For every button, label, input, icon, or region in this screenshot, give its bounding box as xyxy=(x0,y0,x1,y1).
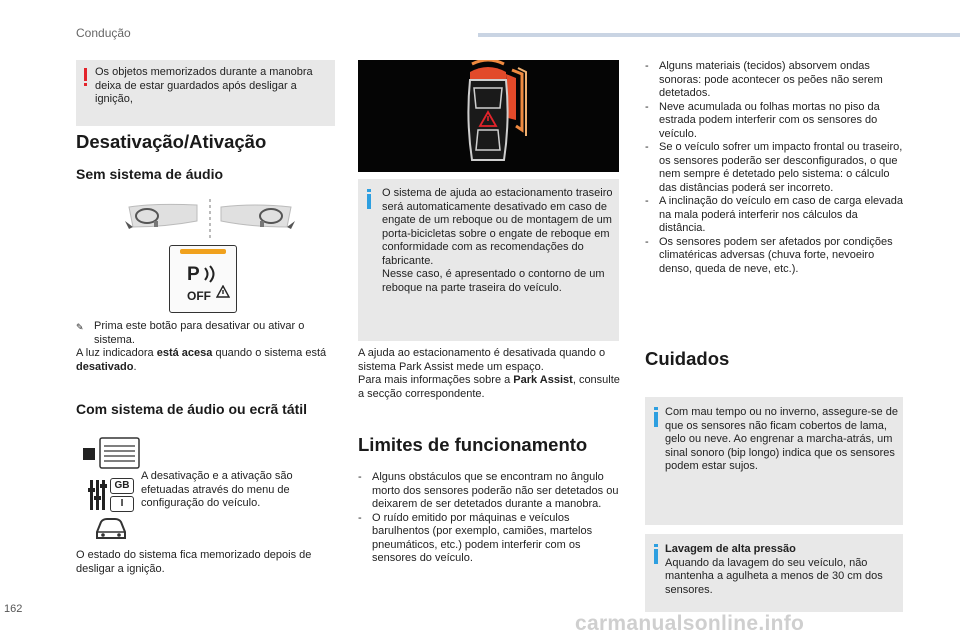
car-interior-illustration xyxy=(125,197,295,241)
info-box-towbar xyxy=(358,179,619,341)
step-instruction xyxy=(76,320,338,347)
indicator-led xyxy=(180,249,226,254)
section-title-limits: Limites de funcionamento xyxy=(358,434,588,455)
limits-list-right xyxy=(645,60,903,276)
parking-p-icon: P xyxy=(187,264,200,285)
section-title-care: Cuidados xyxy=(645,348,730,369)
touchscreen-icon xyxy=(82,437,140,469)
section-title-deactivation: Desativação/Ativação xyxy=(76,131,267,152)
limits-list-middle xyxy=(358,471,622,566)
park-sensor-off-button[interactable] xyxy=(169,245,237,313)
warning-box xyxy=(76,60,335,126)
gb-language-icon: GB xyxy=(110,478,134,494)
info-icon xyxy=(654,407,658,427)
list-item: - Os sensores podem ser afetados por condições climatéricas adversas (chuva forte, nevoeiro denso, queda de neve, etc.). xyxy=(645,236,903,277)
list-item: - A inclinação do veículo em caso de carga elevada na mala poderá interferir nos cálculos da distância. xyxy=(645,195,903,236)
page-number: 162 xyxy=(4,603,23,615)
memo-text: O estado do sistema fica memorizado depois de desligar a ignição. xyxy=(76,549,312,575)
info-box-weather xyxy=(645,397,903,525)
list-item: - Se o veículo sofrer um impacto frontal ou traseiro, os sensores poderão ser desconfigurados, o que nem sempre é detetado pelo sistema: o cálculo das distâncias poderá ser incorreto. xyxy=(645,141,903,195)
settings-sliders-icon xyxy=(88,476,108,512)
info-i-icon: I xyxy=(110,496,134,512)
indicator-text: A luz indicadora está acesa quando o sistema está desativado. xyxy=(76,347,327,373)
info-icon xyxy=(367,189,371,209)
step-text: Prima este botão para desativar ou ativar o sistema. xyxy=(94,320,305,346)
warning-icon xyxy=(84,68,88,86)
car-top-view-icon xyxy=(358,60,619,172)
info-box-washing xyxy=(645,534,903,612)
subsection-title-no-audio: Sem sistema de áudio xyxy=(76,166,224,182)
sound-wave-icon xyxy=(203,264,221,284)
park-assist-text: A ajuda ao estacionamento é desativada quando o sistema Park Assist mede um espaço. Para mais informações sobre a Park Assist, consulte a secção correspondente. xyxy=(358,347,620,400)
list-item: - Alguns obstáculos que se encontram no ângulo morto dos sensores poderão não ser detetados ou deixarem de ser detetados durante a manobra. xyxy=(358,471,622,512)
list-item: - O ruído emitido por máquinas e veículos barulhentos (por exemplo, camiões, martelos pneumáticos, etc.) podem interferir com os sensores do veículo. xyxy=(358,512,622,566)
subsection-title-with-audio: Com sistema de áudio ou ecrã tátil xyxy=(76,401,308,417)
info-icon xyxy=(654,544,658,564)
header-title: Condução xyxy=(76,26,131,40)
info-towbar-text: O sistema de ajuda ao estacionamento traseiro será automaticamente desativado em caso de engate de um reboque ou de montagem de um porta-bicicletas sobre o engate de reboque em conformidade com as recomendações do fabricante. xyxy=(382,187,613,267)
warning-text: Os objetos memorizados durante a manobra deixa de estar guardados após desligar a ignição, xyxy=(95,66,313,105)
car-settings-icon xyxy=(93,516,129,542)
info-washing-text: Aquando da lavagem do seu veículo, não mantenha a agulheta a menos de 30 cm dos sensores. xyxy=(665,556,883,596)
watermark: carmanualsonline.info xyxy=(575,612,805,635)
list-item: - Alguns materiais (tecidos) absorvem ondas sonoras: pode acontecer os peões não serem detetados. xyxy=(645,60,903,101)
info-washing-title: Lavagem de alta pressão xyxy=(665,543,796,555)
warning-triangle-icon xyxy=(216,285,230,299)
touch-text: A desativação e a ativação são efetuadas através do menu de configuração do veículo. xyxy=(141,470,293,509)
off-label: OFF xyxy=(187,289,211,303)
header-bar xyxy=(478,33,960,37)
parking-display-image xyxy=(358,60,619,172)
list-item: - Neve acumulada ou folhas mortas no piso da estrada podem interferir com os sensores do veículo. xyxy=(645,101,903,142)
info-weather-text: Com mau tempo ou no inverno, assegure-se de que os sensores não ficam cobertos de lama, gelo ou neve. Ao engrenar a marcha-atrás, um sinal sonoro (bip longo) indica que os sensores podem estar sujos. xyxy=(665,406,898,472)
arrow-icon: ✎ xyxy=(76,322,84,332)
info-towbar-outline: Nesse caso, é apresentado o contorno de um reboque na parte traseira do veículo. xyxy=(382,268,605,294)
